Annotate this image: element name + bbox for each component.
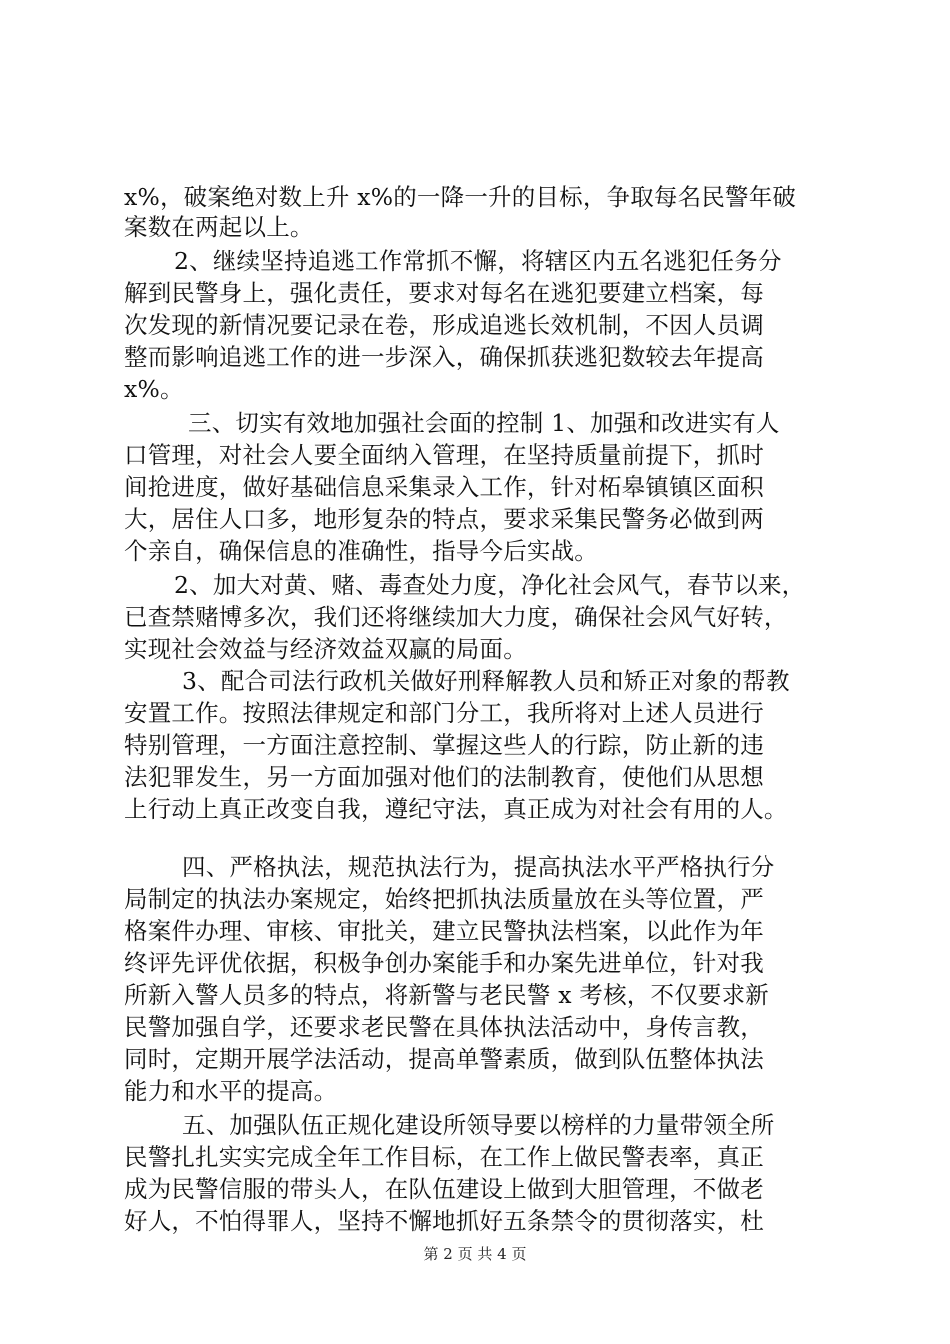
text-line: 上行动上真正改变自我，遵纪守法，真正成为对社会有用的人。 <box>124 795 788 823</box>
text-line: 三、切实有效地加强社会面的控制 1、加强和改进实有人 <box>188 409 780 437</box>
text-line: 能力和水平的提高。 <box>124 1077 338 1105</box>
text-line: 个亲自，确保信息的准确性，指导今后实战。 <box>124 537 598 565</box>
text-line: 民警扎扎实实完成全年工作目标，在工作上做民警表率，真正 <box>124 1143 764 1171</box>
text-line: 间抢进度，做好基础信息采集录入工作，针对柘皋镇镇区面积 <box>124 473 764 501</box>
text-line: 已查禁赌博多次，我们还将继续加大力度，确保社会风气好转， <box>124 603 788 631</box>
text-line: 特别管理，一方面注意控制、掌握这些人的行踪，防止新的违 <box>124 731 764 759</box>
text-line: 好人，不怕得罪人，坚持不懈地抓好五条禁令的贯彻落实，杜 <box>124 1207 764 1235</box>
text-line: 所新入警人员多的特点，将新警与老民警 x 考核，不仅要求新 <box>124 981 769 1009</box>
text-line: 终评先评优依据，积极争创办案能手和办案先进单位，针对我 <box>124 949 764 977</box>
text-line: 实现社会效益与经济效益双赢的局面。 <box>124 635 527 663</box>
text-line: 同时，定期开展学法活动，提高单警素质，做到队伍整体执法 <box>124 1045 764 1073</box>
text-line: 解到民警身上，强化责任，要求对每名在逃犯要建立档案，每 <box>124 279 764 307</box>
text-line: 口管理，对社会人要全面纳入管理，在坚持质量前提下，抓时 <box>124 441 764 469</box>
text-line: 2、加大对黄、赌、毒查处力度，净化社会风气，春节以来， <box>174 571 806 599</box>
text-line: 整而影响追逃工作的进一步深入，确保抓获逃犯数较去年提高 <box>124 343 764 371</box>
page-number-footer: 第 2 页 共 4 页 <box>423 1245 527 1263</box>
text-line: 成为民警信服的带头人，在队伍建设上做到大胆管理，不做老 <box>124 1175 764 1203</box>
text-line: x%。 <box>124 375 184 403</box>
text-line: 案数在两起以上。 <box>124 213 314 241</box>
text-line: 安置工作。按照法律规定和部门分工，我所将对上述人员进行 <box>124 699 764 727</box>
text-line: x%，破案绝对数上升 x%的一降一升的目标，争取每名民警年破 <box>124 183 797 211</box>
text-line: 次发现的新情况要记录在卷，形成追逃长效机制，不因人员调 <box>124 311 764 339</box>
text-line: 民警加强自学，还要求老民警在具体执法活动中，身传言教， <box>124 1013 764 1041</box>
text-line: 五、加强队伍正规化建设所领导要以榜样的力量带领全所 <box>182 1111 775 1139</box>
text-line: 3、配合司法行政机关做好刑释解教人员和矫正对象的帮教 <box>182 667 790 695</box>
text-line: 格案件办理、审核、审批关，建立民警执法档案，以此作为年 <box>124 917 764 945</box>
text-line: 2、继续坚持追逃工作常抓不懈，将辖区内五名逃犯任务分 <box>174 247 782 275</box>
text-line: 大，居住人口多，地形复杂的特点，要求采集民警务必做到两 <box>124 505 764 533</box>
text-line: 局制定的执法办案规定，始终把抓执法质量放在头等位置，严 <box>124 885 764 913</box>
text-line: 四、严格执法，规范执法行为，提高执法水平严格执行分 <box>182 853 775 881</box>
text-line: 法犯罪发生，另一方面加强对他们的法制教育，使他们从思想 <box>124 763 764 791</box>
